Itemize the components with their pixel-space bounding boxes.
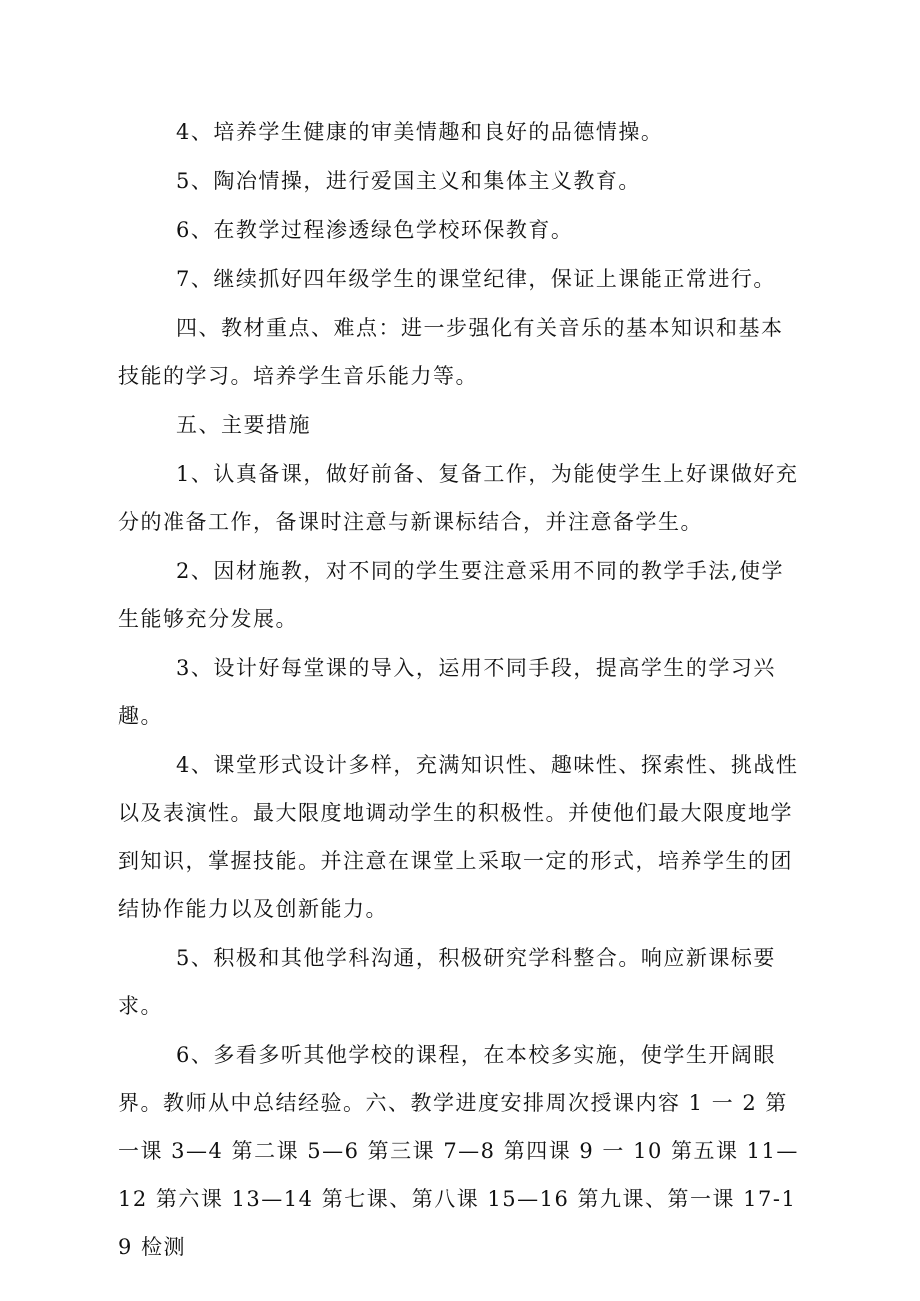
paragraph-goal-7: 7、继续抓好四年级学生的课堂纪律，保证上课能正常进行。 bbox=[176, 267, 776, 291]
section-heading-measures: 五、主要措施 bbox=[176, 413, 311, 437]
paragraph-measure-3: 3、设计好每堂课的导入，运用不同手段，提高学生的学习兴趣。 bbox=[118, 656, 776, 728]
paragraph-measure-2: 2、因材施教，对不同的学生要注意采用不同的教学手法,使学生能够充分发展。 bbox=[118, 559, 785, 631]
paragraph-key-points: 四、教材重点、难点：进一步强化有关音乐的基本知识和基本技能的学习。培养学生音乐能力等。 bbox=[118, 316, 784, 388]
paragraph-measure-4: 4、课堂形式设计多样，充满知识性、趣味性、探索性、挑战性以及表演性。最大限度地调动学生的积极性。并使他们最大限度地学到知识，掌握技能。并注意在课堂上采取一定的形式，培养学生的团结协作能力以及创新能力。 bbox=[118, 753, 799, 921]
paragraph-goal-4: 4、培养学生健康的审美情趣和良好的品德情操。 bbox=[176, 120, 664, 144]
document-body bbox=[118, 108, 800, 1271]
paragraph-goal-5: 5、陶冶情操，进行爱国主义和集体主义教育。 bbox=[176, 169, 641, 193]
paragraph-measure-5: 5、积极和其他学科沟通，积极研究学科整合。响应新课标要求。 bbox=[118, 946, 776, 1018]
paragraph-measure-1: 1、认真备课，做好前备、复备工作，为能使学生上好课做好充分的准备工作，备课时注意与新课标结合，并注意备学生。 bbox=[118, 462, 799, 534]
paragraph-goal-6: 6、在教学过程渗透绿色学校环保教育。 bbox=[176, 218, 574, 242]
paragraph-measure-6-and-schedule: 6、多看多听其他学校的课程，在本校多实施，使学生开阔眼界。教师从中总结经验。六、教学进度安排周次授课内容 1 一 2 第一课 3—4 第二课 5—6 第三课 7—8 第四课 9 一 10 第五课 11—12 第六课 13—14 第七课、第八课 15—16 第九课、第一课 17-19 检测 bbox=[118, 1043, 799, 1259]
